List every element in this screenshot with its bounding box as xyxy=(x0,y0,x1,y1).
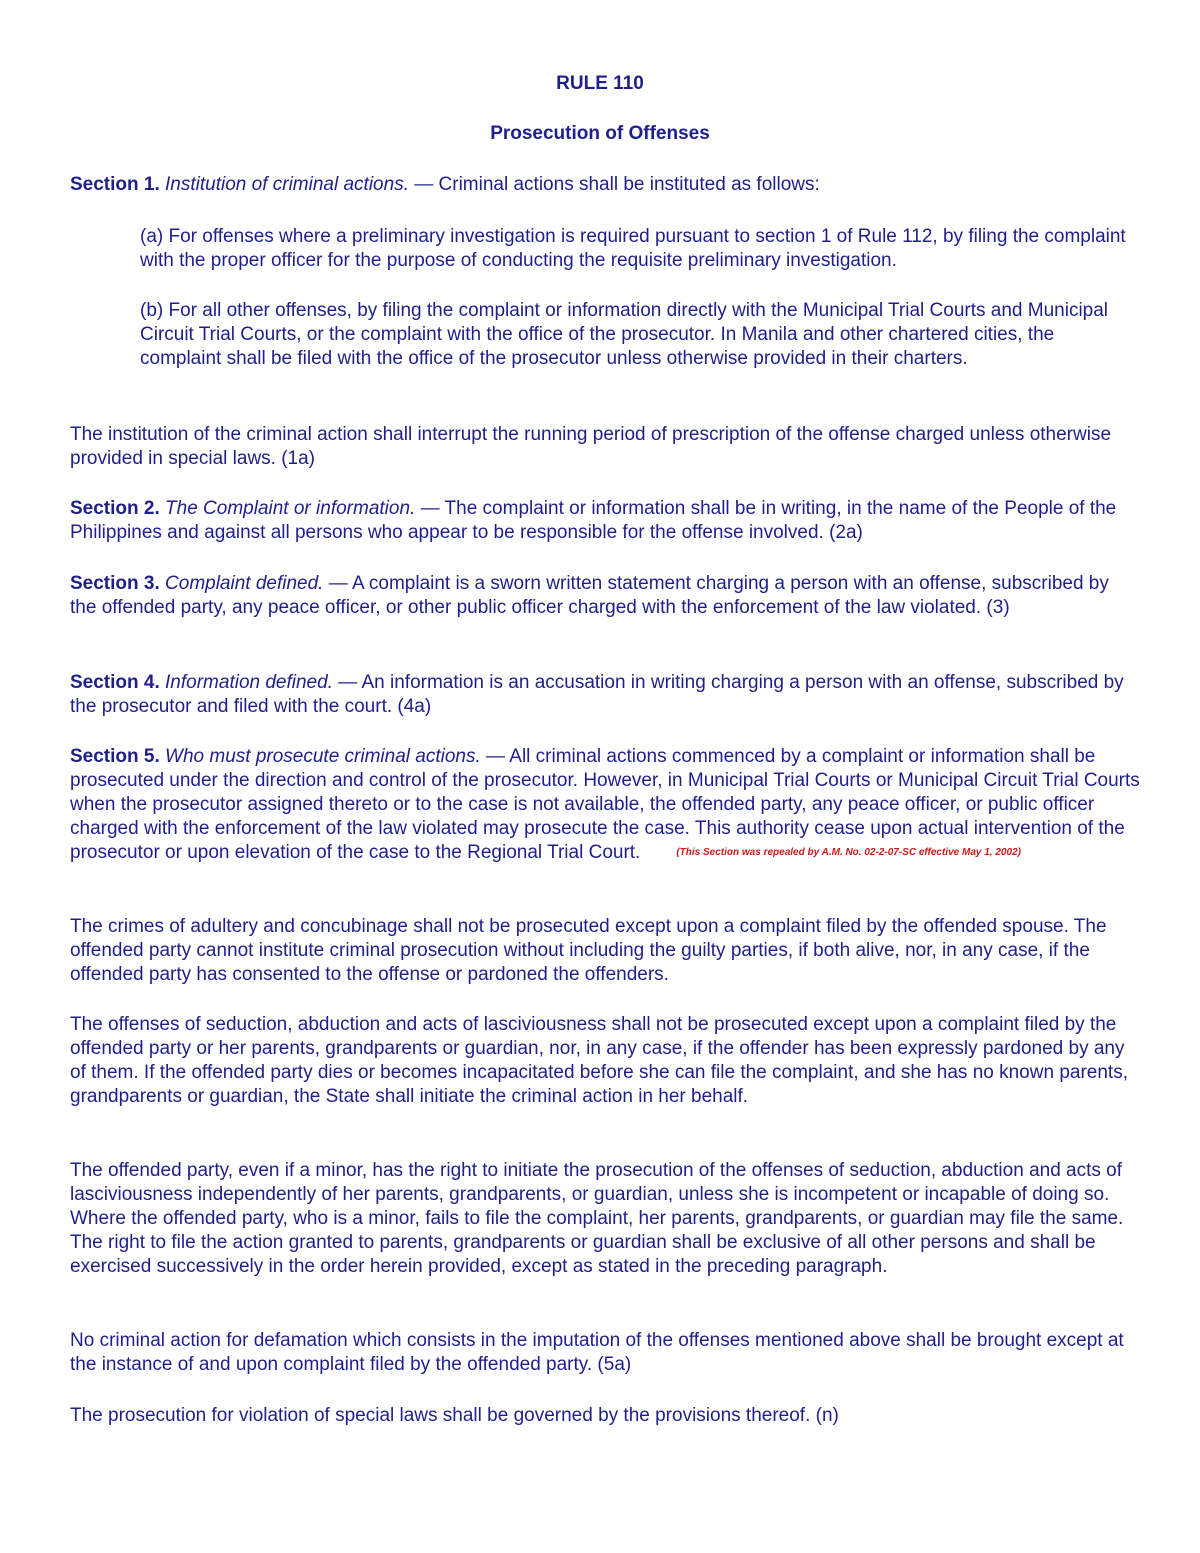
section-5-number: Section 5. xyxy=(70,746,160,767)
repeal-note: (This Section was repealed by A.M. No. 02-2-07-SC effective May 1, 2002) xyxy=(676,847,1021,858)
section-5-paragraph-seduction: The offenses of seduction, abduction and acts of lasciviousness shall not be prosecuted except upon a complaint filed by the offended party or her parents, grandparents or guardian, nor, in any case, if the offender has been expressly pardoned by any of them. If the offended party dies or becomes incapacitated before she can file the complaint, and she has no known parents, grandparents or guardian, the State shall initiate the criminal action in her behalf. xyxy=(70,1014,1128,1107)
section-4-paragraph xyxy=(70,671,1140,719)
section-5-text: — All criminal actions commenced by a complaint or information shall be prosecuted under the direction and control of the prosecutor. However, in Municipal Trial Courts or Municipal Circuit Trial Courts when the prosecutor assigned thereto or to the case is not available, the offended party, any peace officer, or public officer charged with the enforcement of the law violated may prosecute the case. This authority cease upon actual intervention of the prosecutor or upon elevation of the case to the Regional Trial Court. xyxy=(70,746,1140,863)
section-2-text: — The complaint or information shall be in writing, in the name of the People of the Philippines and against all persons who appear to be responsible for the offense involved. (2a) xyxy=(70,498,1117,543)
section-2-paragraph xyxy=(70,497,1140,545)
rule-subtitle: Prosecution of Offenses xyxy=(490,123,710,144)
section-5-paragraph-minor: The offended party, even if a minor, has the right to initiate the prosecution of the offenses of seduction, abduction and acts of lasciviousness independently of her parents, grandparents, or guardian, unless she is incompetent or incapable of doing so. Where the offended party, who is a minor, fails to file the complaint, her parents, grandparents, or guardian may file the same. The right to file the action granted to parents, grandparents or guardian shall be exclusive of all other persons and shall be exercised successively in the order herein provided, except as stated in the preceding paragraph. xyxy=(70,1160,1124,1277)
section-5-paragraph-special-laws: The prosecution for violation of special laws shall be governed by the provisions thereof. (n) xyxy=(70,1405,839,1426)
section-2-title: The Complaint or information. xyxy=(165,498,416,519)
section-5-paragraph-adultery: The crimes of adultery and concubinage shall not be prosecuted except upon a complaint filed by the offended spouse. The offended party cannot institute criminal prosecution without including the guilty parties, if both alive, nor, in any case, if the offended party has consented to the offense or pardoned the offenders. xyxy=(70,916,1107,985)
section-5-paragraph-defamation: No criminal action for defamation which consists in the imputation of the offenses mentioned above shall be brought except at the instance of and upon complaint filed by the offended party. (5a) xyxy=(70,1330,1124,1375)
section-3-title: Complaint defined. xyxy=(165,573,324,594)
section-3-paragraph xyxy=(70,572,1140,620)
section-1-item-b: (b) For all other offenses, by filing the complaint or information directly with the Municipal Trial Courts and Municipal Circuit Trial Courts, or the complaint with the office of the prosecutor. In Manila and other chartered cities, the complaint shall be filed with the office of the prosecutor unless otherwise provided in their charters. xyxy=(140,300,1109,369)
section-5-title: Who must prosecute criminal actions. xyxy=(165,746,481,767)
rule-title: RULE 110 xyxy=(556,73,644,94)
section-4-text: — An information is an accusation in writing charging a person with an offense, subscribed by the prosecutor and filed with the court. (4a) xyxy=(70,672,1124,717)
section-1-text: — Criminal actions shall be instituted as follows: xyxy=(408,174,820,195)
section-1-number: Section 1. xyxy=(70,174,160,195)
section-1-item-a: (a) For offenses where a preliminary investigation is required pursuant to section 1 of Rule 112, by filing the complaint with the proper officer for the purpose of conducting the requisite preliminary investigation. xyxy=(140,226,1126,271)
section-1-title: Institution of criminal actions. xyxy=(165,174,409,195)
section-5-paragraph xyxy=(70,745,1140,865)
section-1-heading xyxy=(70,173,1140,197)
section-3-number: Section 3. xyxy=(70,573,160,594)
section-4-title: Information defined. xyxy=(165,672,333,693)
section-2-number: Section 2. xyxy=(70,498,160,519)
section-3-text: — A complaint is a sworn written statement charging a person with an offense, subscribed by the offended party, any peace officer, or other public officer charged with the enforcement of the law violated. (3) xyxy=(70,573,1109,618)
section-4-number: Section 4. xyxy=(70,672,160,693)
section-1-closing: The institution of the criminal action shall interrupt the running period of prescription of the offense charged unless otherwise provided in special laws. (1a) xyxy=(70,424,1112,469)
